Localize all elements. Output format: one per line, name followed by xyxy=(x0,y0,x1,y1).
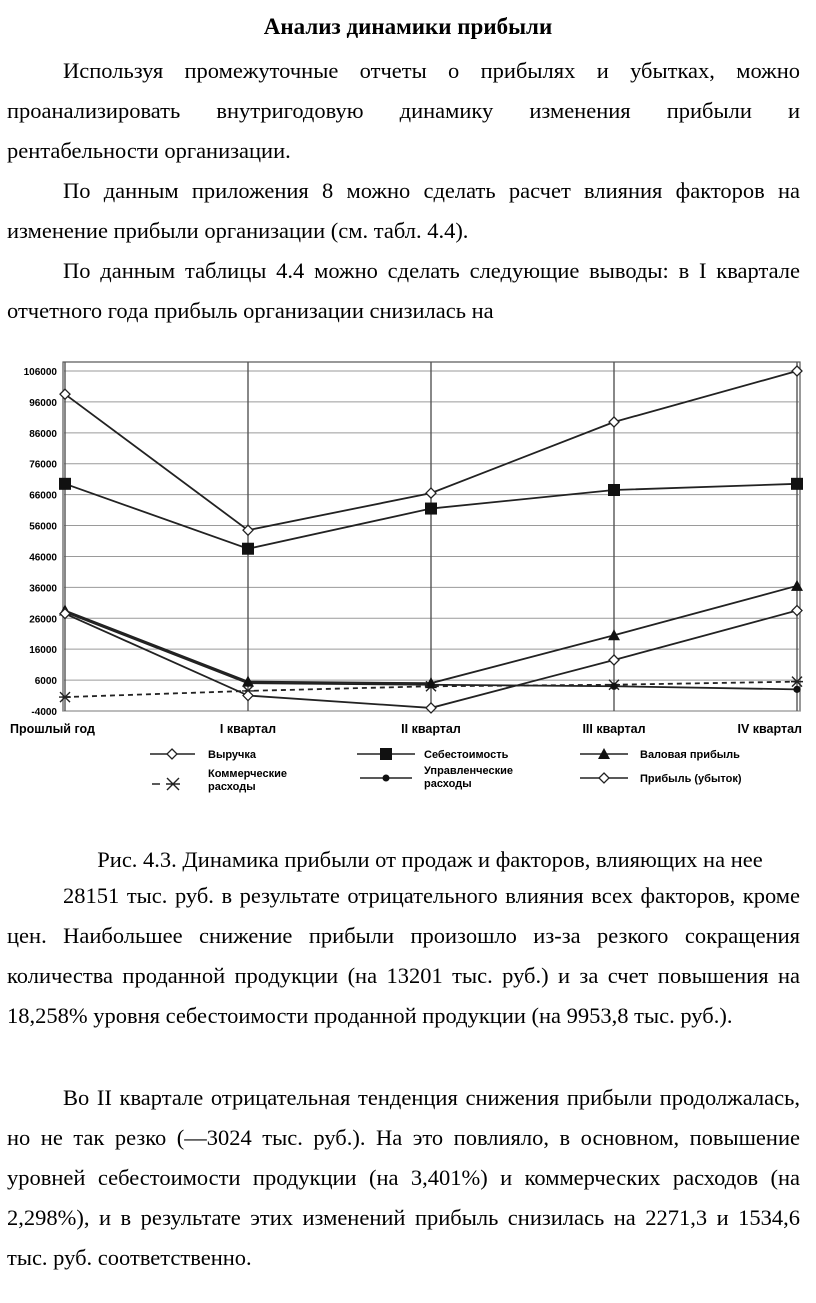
y-tick-label: 106000 xyxy=(23,367,57,378)
legend-marker-admin xyxy=(383,775,390,782)
legend-label-revenue: Выручка xyxy=(208,749,257,761)
data-point xyxy=(610,683,617,690)
data-point xyxy=(427,681,434,688)
legend-label-commercial-2: расходы xyxy=(208,781,256,793)
legend-label-gross: Валовая прибыль xyxy=(640,749,740,761)
x-tick-label: I квартал xyxy=(219,722,277,736)
data-point xyxy=(60,609,70,619)
y-tick-label: 96000 xyxy=(29,397,57,409)
y-tick-label: 66000 xyxy=(29,490,57,502)
data-point xyxy=(609,417,619,427)
x-tick-label: III квартал xyxy=(582,722,646,736)
legend-marker-revenue xyxy=(167,749,177,759)
x-tick-label: Прошлый год xyxy=(10,722,95,736)
legend-marker-commercial xyxy=(166,778,180,790)
figure-caption: Рис. 4.3. Динамика прибыли от продаж и факторов, влияющих на нее xyxy=(97,847,763,872)
data-point xyxy=(791,580,803,591)
data-point xyxy=(243,691,253,701)
data-point xyxy=(791,478,803,490)
x-tick-label: II квартал xyxy=(401,722,461,736)
paragraph-conclusions-start: По данным таблицы 4.4 можно сделать следующие выводы: в I квартале отчетного года прибыль организации снизилась на xyxy=(7,258,800,323)
data-point xyxy=(244,680,251,687)
legend-label-commercial-1: Коммерческие xyxy=(208,768,287,780)
data-point xyxy=(425,503,437,515)
y-tick-label: 46000 xyxy=(29,552,57,564)
legend-label-admin-2: расходы xyxy=(424,778,472,790)
y-tick-label: -4000 xyxy=(31,707,57,718)
y-tick-label: 76000 xyxy=(29,459,57,471)
y-tick-label: 56000 xyxy=(29,521,57,533)
x-tick-label: IV квартал xyxy=(737,722,802,736)
x-axis-ticks xyxy=(10,722,802,736)
data-point xyxy=(426,488,436,498)
data-point xyxy=(793,686,800,693)
profit-dynamics-chart xyxy=(0,350,816,810)
legend-marker-profit xyxy=(599,773,609,783)
page-title: Анализ динамики прибыли xyxy=(263,14,553,39)
legend-label-admin-1: Управленческие xyxy=(424,765,513,777)
chart-legend xyxy=(150,748,742,793)
legend-marker-cost xyxy=(380,748,392,760)
y-tick-label: 26000 xyxy=(29,614,57,626)
paragraph-q1-analysis: 28151 тыс. руб. в результате отрицательного влияния всех факторов, кроме цен. Наибольшее снижение прибыли произошло из-за резкого сокращения количества проданной продукции (на 13201 тыс. руб.) и за счет повышения на 18,258% уровня себестоимости проданной продукции (на 9953,8 тыс. руб.). xyxy=(7,883,800,1028)
data-point xyxy=(609,655,619,665)
y-tick-label: 86000 xyxy=(29,428,57,440)
y-tick-label: 36000 xyxy=(29,583,57,595)
paragraph-q2-analysis: Во II квартале отрицательная тенденция снижения прибыли продолжалась, но не так резко (—3024 тыс. руб.). На это повлияло, в основном, повышение уровней себестоимости продукции (на 3,401%) и коммерческих расходов (на 2,298%), и в результате этих изменений прибыль снизилась на 2271,3 и 1534,6 тыс. руб. соответственно. xyxy=(7,1085,800,1270)
y-tick-label: 6000 xyxy=(34,676,57,688)
data-point xyxy=(242,543,254,555)
data-point xyxy=(59,478,71,490)
data-point xyxy=(608,484,620,496)
paragraph-intro: Используя промежуточные отчеты о прибылях и убытках, можно проанализировать внутригодовую динамику изменения прибыли и рентабельности организации. xyxy=(7,58,800,163)
chart-grid xyxy=(63,362,800,711)
y-tick-label: 16000 xyxy=(29,645,57,657)
paragraph-calculation: По данным приложения 8 можно сделать расчет влияния факторов на изменение прибыли организации (см. табл. 4.4). xyxy=(7,178,800,243)
legend-label-cost: Себестоимость xyxy=(424,749,509,761)
legend-label-profit: Прибыль (убыток) xyxy=(640,773,742,785)
y-axis-ticks xyxy=(24,367,58,718)
